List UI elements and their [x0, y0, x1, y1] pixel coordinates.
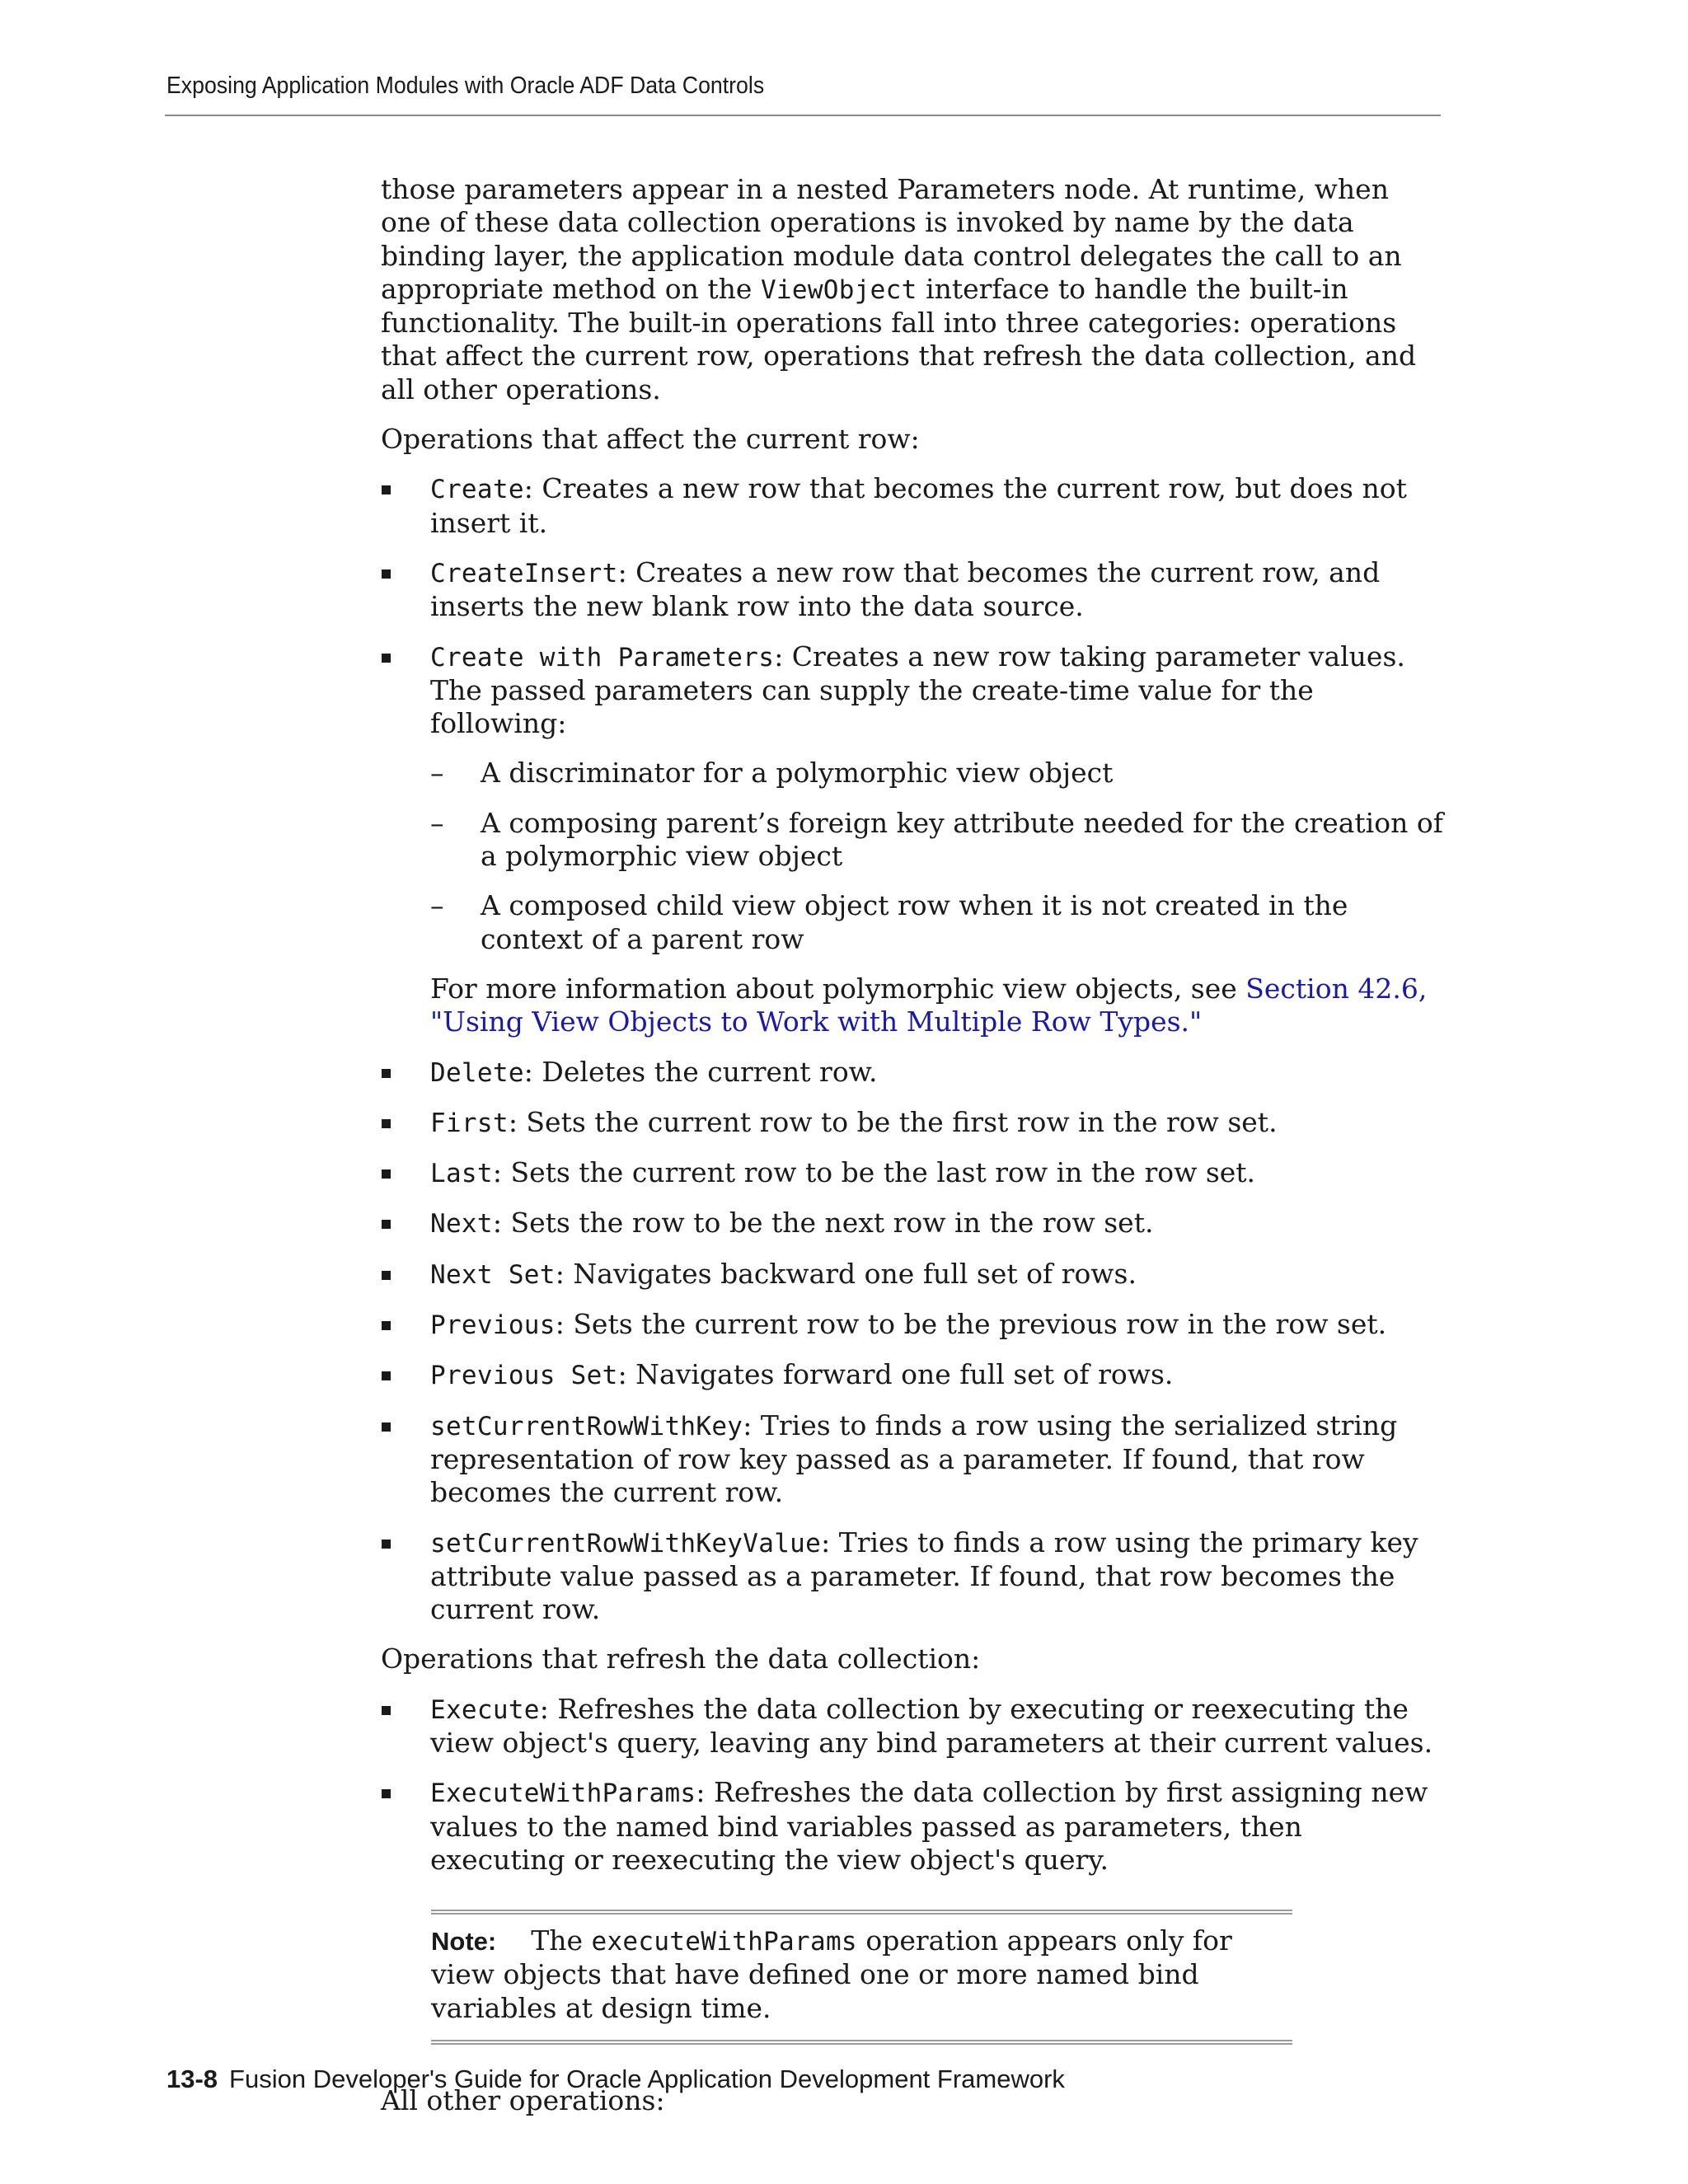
header-rule [165, 115, 1441, 116]
create-params-sublist [430, 757, 1444, 955]
sub-item-text: A composing parent’s foreign key attribute needed for the creation of a polymorphic view object [481, 806, 1443, 873]
list-item [381, 472, 1444, 540]
current-row-heading: Operations that affect the current row: [381, 423, 920, 456]
op-code: Previous Set [430, 1361, 618, 1391]
intro-code: ViewObject [760, 274, 917, 305]
note-text-b: operation appears only for view objects that have defined one or more named bind variables at design time. [431, 1924, 1232, 2024]
op-desc: : Creates a new row that becomes the current row, but does not insert it. [430, 472, 1407, 539]
op-desc: : Deletes the current row. [523, 1055, 878, 1088]
op-code: Delete [430, 1057, 524, 1088]
note-label: Note: [431, 1927, 497, 1957]
op-code: Next [430, 1209, 493, 1240]
refresh-ops-list [381, 1693, 1444, 1877]
bullet-icon [382, 1321, 391, 1330]
refresh-heading: Operations that refresh the data collection: [381, 1643, 981, 1675]
op-desc: : Refreshes the data collection by executing or reexecuting the view object's query, leaving any bind parameters at their current values. [430, 1692, 1433, 1759]
list-item [381, 1358, 1444, 1392]
bullet-icon [382, 1706, 391, 1715]
bullet-icon [382, 1422, 391, 1432]
op-code: First [430, 1108, 509, 1138]
op-code: Last [430, 1159, 493, 1189]
bullet-icon [382, 1119, 391, 1128]
op-desc: : Tries to finds a row using the serialized string representation of row key passed as a parameter. If found, that row becomes the current row. [430, 1408, 1398, 1509]
op-desc: : Creates a new row that becomes the current row, and inserts the new blank row into the data source. [430, 555, 1381, 623]
op-desc: : Sets the current row to be the last row in the row set. [492, 1156, 1256, 1189]
other-heading: All other operations: [381, 2084, 665, 2117]
sub-item-text: A discriminator for a polymorphic view object [481, 757, 1114, 790]
bullet-icon [382, 1271, 391, 1280]
intro-text-b: interface to handle the built-in functionality. The built-in operations fall into three categories: operations that affect the current row, operations that refresh the data collection, and all other operations. [381, 272, 1417, 405]
dash-icon: – [430, 806, 444, 839]
bullet-icon [382, 1789, 391, 1798]
list-item [381, 1776, 1444, 1877]
op-desc: : Sets the row to be the next row in the row set. [492, 1207, 1154, 1240]
sub-list-item [430, 757, 1444, 790]
list-item [381, 1258, 1444, 1291]
running-header: Exposing Application Modules with Oracle ADF Data Controls [166, 73, 765, 99]
intro-text-a: those parameters appear in a nested Parameters node. At runtime, when one of these data collection operations is invoked by name by the data binding layer, the application module data control delegates the call to an appropriate method on the [381, 173, 1402, 305]
op-desc: : Tries to finds a row using the primary key attribute value passed as a parameter. If found, that row becomes the current row. [430, 1526, 1418, 1626]
op-desc: : Sets the current row to be the previous row in the row set. [555, 1308, 1387, 1341]
list-item [381, 1526, 1444, 1627]
sub-item-text: A composed child view object row when it is not created in the context of a parent row [481, 889, 1348, 955]
op-desc: : Sets the current row to be the first row in the row set. [508, 1105, 1278, 1138]
op-code: setCurrentRowWithKey [430, 1411, 743, 1441]
op-desc: : Navigates forward one full set of rows. [617, 1358, 1174, 1391]
list-item [381, 1693, 1444, 1760]
list-item [381, 1207, 1444, 1240]
list-item [381, 556, 1444, 624]
polymorphic-paragraph [430, 972, 1444, 1039]
note-box [431, 1910, 1292, 2045]
list-item [381, 1056, 1444, 1090]
note-paragraph [431, 1924, 1292, 2025]
bullet-icon [382, 1220, 391, 1229]
intro-paragraph [381, 173, 1444, 406]
footer-title: Fusion Developer's Guide for Oracle Application Development Framework [229, 2064, 1065, 2093]
bullet-icon [382, 1371, 391, 1380]
op-desc: : Refreshes the data collection by first assigning new values to the named bind variables passed as parameters, then executing or reexecuting the view object's query. [430, 1776, 1428, 1876]
bullet-icon [382, 1069, 391, 1078]
list-item [381, 1409, 1444, 1510]
op-code: Create [430, 475, 524, 505]
bullet-icon [382, 1540, 391, 1549]
dash-icon: – [430, 757, 444, 790]
op-code: Next Set [430, 1259, 556, 1290]
op-code: Execute [430, 1694, 540, 1725]
op-code: Create with Parameters [430, 642, 775, 673]
bullet-icon [382, 569, 391, 579]
page-footer [166, 2064, 1065, 2094]
page-number: 13-8 [166, 2064, 218, 2093]
section-link[interactable]: Section 42.6, "Using View Objects to Work with Multiple Row Types." [430, 972, 1428, 1038]
sub-list-item [430, 807, 1444, 874]
list-item [381, 1156, 1444, 1190]
list-item [381, 1106, 1444, 1140]
polymorphic-text: For more information about polymorphic view objects, see [430, 972, 1246, 1005]
op-desc: : Creates a new row taking parameter values. The passed parameters can supply the create-time value for the following: [430, 640, 1405, 740]
bullet-icon [382, 1169, 391, 1179]
dash-icon: – [430, 889, 444, 922]
op-code: Previous [430, 1310, 556, 1341]
list-item [381, 640, 1444, 1039]
bullet-icon [382, 485, 391, 494]
op-code: CreateInsert [430, 558, 618, 588]
bullet-icon [382, 654, 391, 663]
note-code: executeWithParams [591, 1927, 857, 1957]
op-desc: : Navigates backward one full set of rows. [555, 1257, 1137, 1290]
list-item [381, 1308, 1444, 1342]
op-code: setCurrentRowWithKeyValue [430, 1528, 822, 1558]
sub-list-item [430, 889, 1444, 956]
current-row-ops-list [381, 472, 1444, 1626]
op-code: ExecuteWithParams [430, 1779, 696, 1809]
note-text-a: The [531, 1924, 592, 1957]
page-content [381, 173, 1444, 2134]
